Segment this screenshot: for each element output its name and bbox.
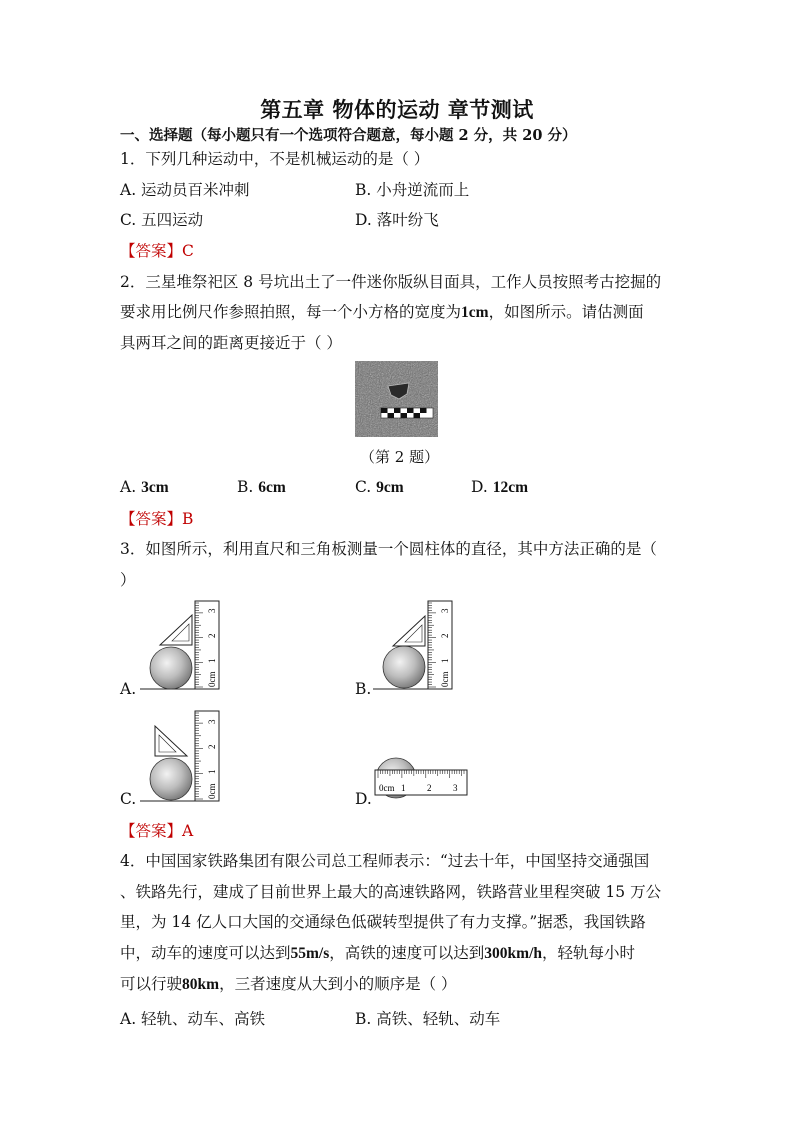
text-part: 可以行驶 [120, 975, 183, 993]
answer-tag: 【答案】 [120, 822, 183, 840]
q2-line2-part1: 要求用比例尺作参照拍照，每一个小方格的宽度为 [120, 303, 462, 321]
q2-answer [120, 507, 193, 529]
ruler-label: 0cm [207, 783, 217, 799]
ruler-label: 2 [207, 744, 217, 749]
option-value: 12cm [492, 479, 529, 496]
figure-b [373, 598, 463, 693]
q2-line2-part3: ，如图所示。请估测面 [488, 303, 644, 321]
ruler-label: 3 [207, 608, 217, 613]
q1-option-b: B. 小舟逆流而上 [355, 181, 470, 199]
figure-c [140, 708, 230, 803]
triangle-ruler [160, 615, 192, 645]
ruler-label: 1 [207, 658, 217, 663]
ruler-label: 3 [453, 783, 458, 793]
q1-option-d: D. 落叶纷飞 [355, 211, 439, 229]
q4-line4 [120, 941, 635, 963]
ruler-label: 3 [207, 719, 217, 724]
answer-tag: 【答案】 [120, 510, 183, 528]
ruler-label: 3 [440, 608, 450, 613]
ruler-label: 1 [401, 783, 406, 793]
q2-unit: 1cm [461, 304, 489, 321]
option-value: 9cm [376, 479, 404, 496]
answer-tag: 【答案】 [120, 242, 183, 260]
q2-line2 [120, 300, 644, 322]
speed-value: 55m/s [290, 945, 330, 962]
q3-line1: 3．如图所示，利用直尺和三角板测量一个圆柱体的直径，其中方法正确的是（ [120, 540, 657, 558]
q4-line1: 4．中国国家铁路集团有限公司总工程师表示：“过去十年，中国坚持交通强国 [120, 852, 650, 870]
q2-line1: 2．三星堆祭祀区 8 号坑出土了一件迷你版纵目面具，工作人员按照考古挖掘的 [120, 273, 662, 291]
triangle-ruler [393, 616, 425, 646]
option-prefix: D. [471, 478, 493, 496]
answer-value: B [182, 510, 194, 528]
q1-stem: 1．下列几种运动中，不是机械运动的是（ ） [120, 150, 430, 168]
q3-option-d: D. [355, 790, 372, 808]
q2-option-b [237, 478, 286, 497]
q1-option-a: A. 运动员百米冲刺 [120, 181, 250, 199]
text-part: 中，动车的速度可以达到 [120, 944, 291, 962]
ruler-label: 1 [440, 658, 450, 663]
cylinder-ball [150, 647, 192, 689]
ruler-label: 0cm [207, 671, 217, 687]
horizontal-ruler [375, 770, 467, 795]
triangle-ruler [155, 726, 187, 756]
distance-value: 80km [182, 976, 220, 993]
q2-option-c [355, 478, 404, 497]
mask-photo [355, 361, 438, 437]
q3-option-c: C. [120, 790, 137, 808]
q3-answer [120, 819, 193, 841]
option-prefix: B. [237, 478, 259, 496]
ruler-label: 2 [207, 633, 217, 638]
q3-option-a: A. [120, 680, 137, 698]
page-title: 第五章 物体的运动 章节测试 [260, 97, 534, 122]
q2-caption: （第 2 题） [360, 448, 440, 466]
figure-a [140, 598, 230, 693]
cylinder-ball [383, 646, 425, 688]
vertical-ruler [428, 601, 452, 689]
q4-line3: 里，为 14 亿人口大国的交通绿色低碳转型提供了有力支撑。”据悉，我国铁路 [120, 913, 646, 931]
q4-option-a: A. 轻轨、动车、高铁 [120, 1010, 266, 1028]
ruler-label: 1 [207, 769, 217, 774]
answer-value: C [182, 242, 194, 260]
q3-line2: ） [120, 571, 136, 589]
option-value: 6cm [258, 479, 286, 496]
text-part: ，三者速度从大到小的顺序是（ ） [219, 975, 457, 993]
ruler-label: 2 [427, 783, 432, 793]
figure-d [373, 757, 473, 801]
option-value: 3cm [141, 479, 169, 496]
option-prefix: C. [355, 478, 377, 496]
ruler-label: 0cm [440, 671, 450, 687]
answer-value: A [182, 822, 194, 840]
q4-line5 [120, 972, 457, 994]
q1-answer [120, 239, 194, 261]
q3-option-b: B. [355, 680, 372, 698]
q2-option-a [120, 478, 169, 497]
q4-option-b: B. 高铁、轻轨、动车 [355, 1010, 501, 1028]
vertical-ruler [195, 711, 219, 801]
ruler-label: 2 [440, 633, 450, 638]
speed-value: 300km/h [484, 945, 542, 962]
q4-line2: 、铁路先行，建成了目前世界上最大的高速铁路网，铁路营业里程突破 15 万公 [120, 883, 662, 901]
cylinder-ball [150, 758, 192, 800]
text-part: ，高铁的速度可以达到 [329, 944, 485, 962]
vertical-ruler [195, 601, 219, 689]
text-part: ，轻轨每小时 [542, 944, 636, 962]
scale-bar [381, 408, 433, 418]
q2-line3: 具两耳之间的距离更接近于（ ） [120, 334, 342, 352]
ruler-label: 0cm [379, 783, 395, 793]
option-prefix: A. [120, 478, 142, 496]
q1-option-c: C. 五四运动 [120, 211, 204, 229]
q2-option-d [471, 478, 528, 497]
section-heading: 一、选择题（每小题只有一个选项符合题意，每小题 2 分，共 20 分） [120, 127, 577, 144]
